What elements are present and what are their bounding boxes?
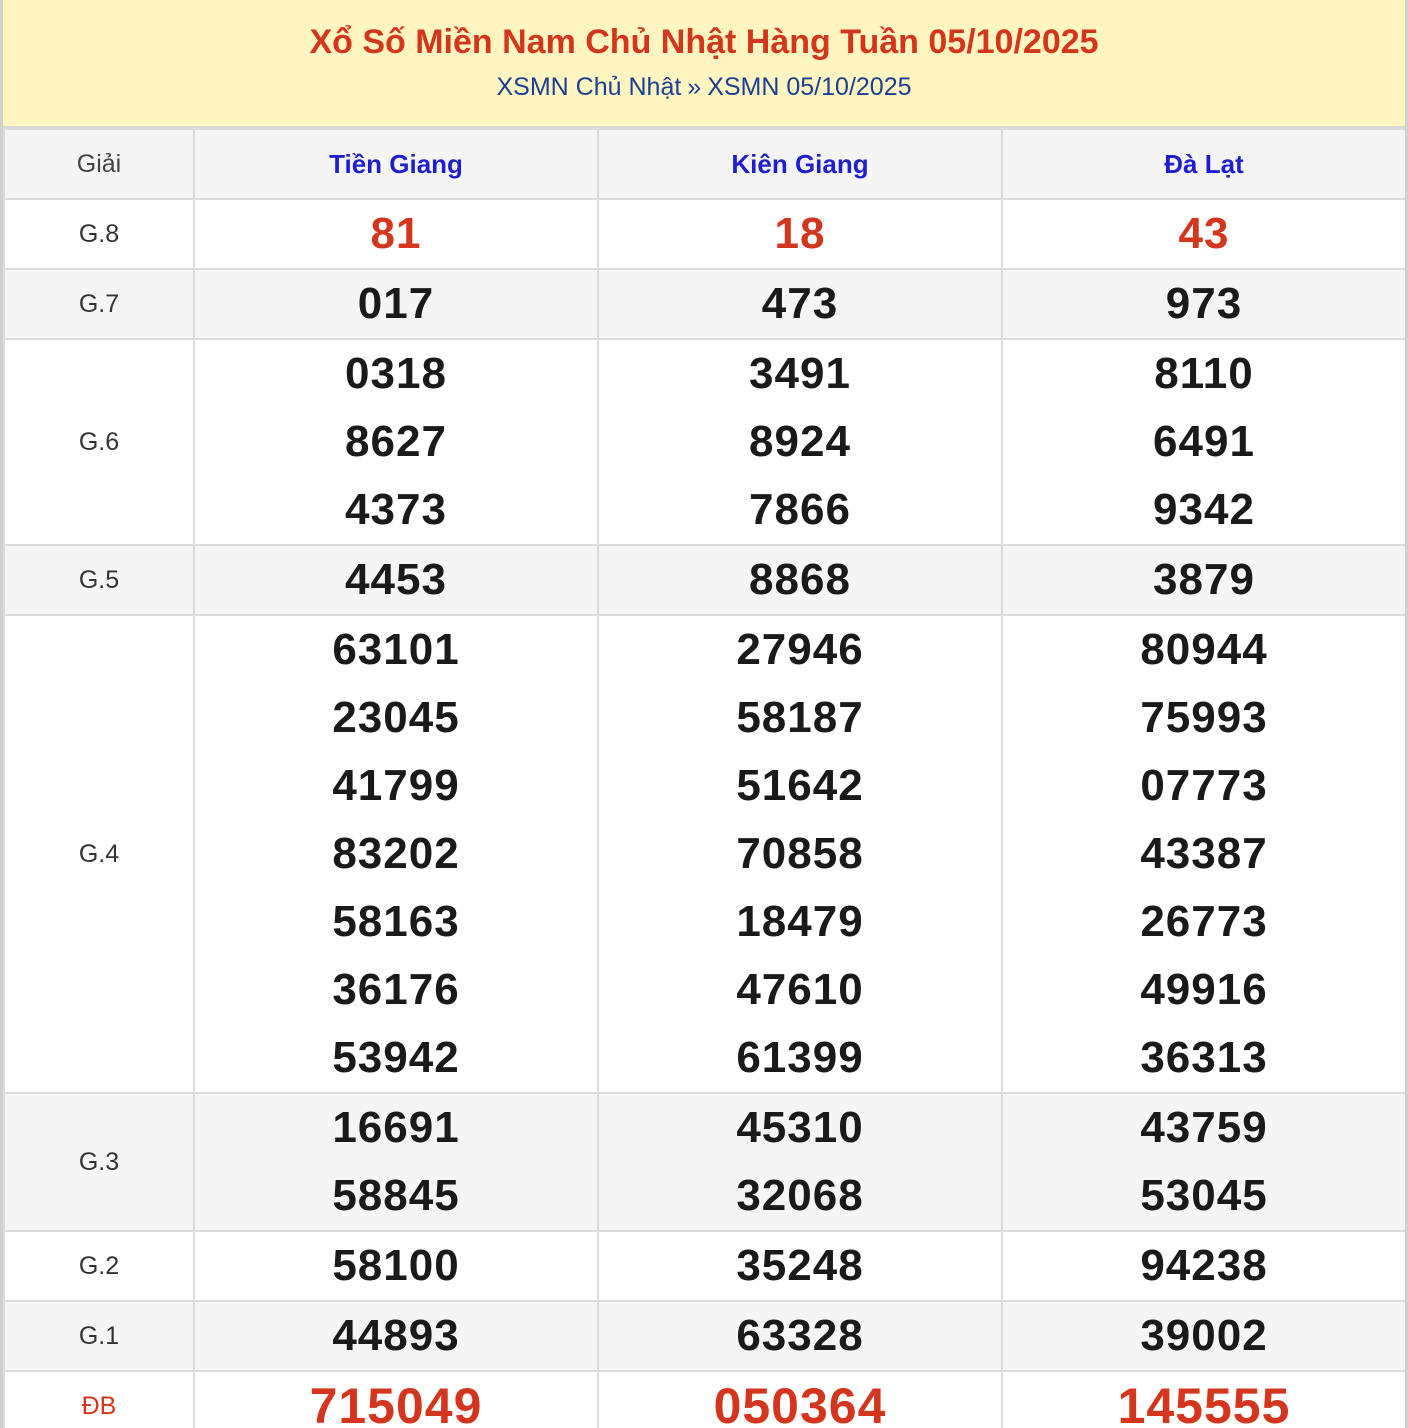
prize-label: G.8 (78, 219, 120, 248)
prize-label-cell (4, 1231, 194, 1301)
result-number: 45310 (736, 1103, 864, 1152)
result-number: 63101 (332, 625, 460, 674)
result-cell (194, 615, 598, 1093)
result-number: 39002 (1140, 1311, 1268, 1360)
result-cell (598, 545, 1002, 615)
result-number: 83202 (332, 829, 460, 878)
result-number: 18479 (736, 897, 864, 946)
province-header-tien-giang[interactable]: Tiền Giang (194, 129, 598, 199)
prize-label: G.5 (78, 565, 120, 594)
result-number: 26773 (1140, 897, 1268, 946)
result-number: 94238 (1140, 1241, 1268, 1290)
prize-row (4, 615, 1406, 1093)
result-number: 47610 (736, 965, 864, 1014)
result-number: 58100 (332, 1241, 460, 1290)
result-number: 27946 (736, 625, 864, 674)
result-number: 715049 (309, 1378, 483, 1428)
breadcrumb-separator: » (687, 73, 702, 101)
result-cell (1002, 1301, 1406, 1371)
prize-label-cell (4, 1371, 194, 1428)
result-number: 8627 (345, 417, 447, 466)
result-number: 43 (1178, 209, 1230, 258)
result-number: 050364 (713, 1378, 887, 1428)
result-cell (1002, 1093, 1406, 1231)
result-cell (598, 199, 1002, 269)
prize-label: G.3 (78, 1147, 120, 1176)
prize-label-cell (4, 615, 194, 1093)
prize-label-cell (4, 1093, 194, 1231)
result-cell (194, 1371, 598, 1428)
result-number: 0318 (345, 349, 447, 398)
result-cell (1002, 545, 1406, 615)
result-number: 58187 (736, 693, 864, 742)
prize-column-header: Giải (4, 129, 194, 199)
result-number: 43387 (1140, 829, 1268, 878)
result-number: 6491 (1153, 417, 1255, 466)
result-number: 51642 (736, 761, 864, 810)
prize-label-cell (4, 269, 194, 339)
result-number: 8868 (749, 555, 851, 604)
result-number: 8924 (749, 417, 851, 466)
page-header (3, 0, 1405, 128)
result-number: 41799 (332, 761, 460, 810)
result-number: 9342 (1153, 485, 1255, 534)
result-cell (598, 1371, 1002, 1428)
prize-row (4, 339, 1406, 545)
result-number: 43759 (1140, 1103, 1268, 1152)
result-cell (598, 269, 1002, 339)
prize-row (4, 545, 1406, 615)
result-number: 4453 (345, 555, 447, 604)
prize-label: G.6 (78, 427, 120, 456)
result-number: 145555 (1117, 1378, 1291, 1428)
result-cell (1002, 1231, 1406, 1301)
prize-row (4, 269, 1406, 339)
prize-row (4, 199, 1406, 269)
result-cell (598, 615, 1002, 1093)
result-cell (194, 339, 598, 545)
result-cell (1002, 615, 1406, 1093)
result-number: 80944 (1140, 625, 1268, 674)
result-cell (194, 1093, 598, 1231)
prize-row (4, 1093, 1406, 1231)
breadcrumb-link-date[interactable]: XSMN 05/10/2025 (707, 73, 912, 101)
result-cell (194, 269, 598, 339)
table-header-row (4, 129, 1406, 199)
result-number: 49916 (1140, 965, 1268, 1014)
results-table (3, 128, 1407, 1428)
result-number: 017 (357, 279, 435, 328)
result-cell (598, 1301, 1002, 1371)
province-header-da-lat[interactable]: Đà Lạt (1002, 129, 1406, 199)
result-cell (194, 1231, 598, 1301)
result-cell (1002, 269, 1406, 339)
result-number: 473 (761, 279, 839, 328)
result-number: 7866 (749, 485, 851, 534)
result-number: 70858 (736, 829, 864, 878)
breadcrumb-link-sunday[interactable]: XSMN Chủ Nhật (496, 73, 682, 101)
result-number: 32068 (736, 1171, 864, 1220)
result-number: 36313 (1140, 1033, 1268, 1082)
result-number: 58845 (332, 1171, 460, 1220)
prize-label-cell (4, 545, 194, 615)
result-number: 18 (774, 209, 826, 258)
prize-row (4, 1301, 1406, 1371)
prize-row (4, 1231, 1406, 1301)
prize-label: G.7 (78, 289, 120, 318)
result-number: 53045 (1140, 1171, 1268, 1220)
result-cell (1002, 1371, 1406, 1428)
result-number: 8110 (1154, 349, 1254, 398)
result-cell (1002, 199, 1406, 269)
result-number: 53942 (332, 1033, 460, 1082)
result-number: 07773 (1140, 761, 1268, 810)
result-number: 63328 (736, 1311, 864, 1360)
result-number: 3879 (1153, 555, 1255, 604)
result-number: 61399 (736, 1033, 864, 1082)
result-cell (598, 1093, 1002, 1231)
result-number: 36176 (332, 965, 460, 1014)
breadcrumb (3, 72, 1405, 102)
page-title: Xổ Số Miền Nam Chủ Nhật Hàng Tuần 05/10/2025 (309, 23, 1099, 61)
result-cell (1002, 339, 1406, 545)
result-number: 973 (1165, 279, 1243, 328)
prize-row (4, 1371, 1406, 1428)
prize-label: G.4 (78, 839, 120, 868)
result-number: 16691 (332, 1103, 460, 1152)
prize-label: G.1 (78, 1321, 120, 1350)
result-cell (194, 1301, 598, 1371)
result-cell (194, 545, 598, 615)
result-cell (194, 199, 598, 269)
result-cell (598, 1231, 1002, 1301)
result-number: 44893 (332, 1311, 460, 1360)
prize-label-cell (4, 339, 194, 545)
prize-label: G.2 (78, 1251, 120, 1280)
result-cell (598, 339, 1002, 545)
result-number: 81 (370, 209, 422, 258)
prize-label-cell (4, 1301, 194, 1371)
result-number: 23045 (332, 693, 460, 742)
result-number: 4373 (345, 485, 447, 534)
province-header-kien-giang[interactable]: Kiên Giang (598, 129, 1002, 199)
prize-label: ĐB (81, 1391, 117, 1420)
result-number: 3491 (749, 349, 851, 398)
prize-label-cell (4, 199, 194, 269)
result-number: 58163 (332, 897, 460, 946)
result-number: 75993 (1140, 693, 1268, 742)
result-number: 35248 (736, 1241, 864, 1290)
